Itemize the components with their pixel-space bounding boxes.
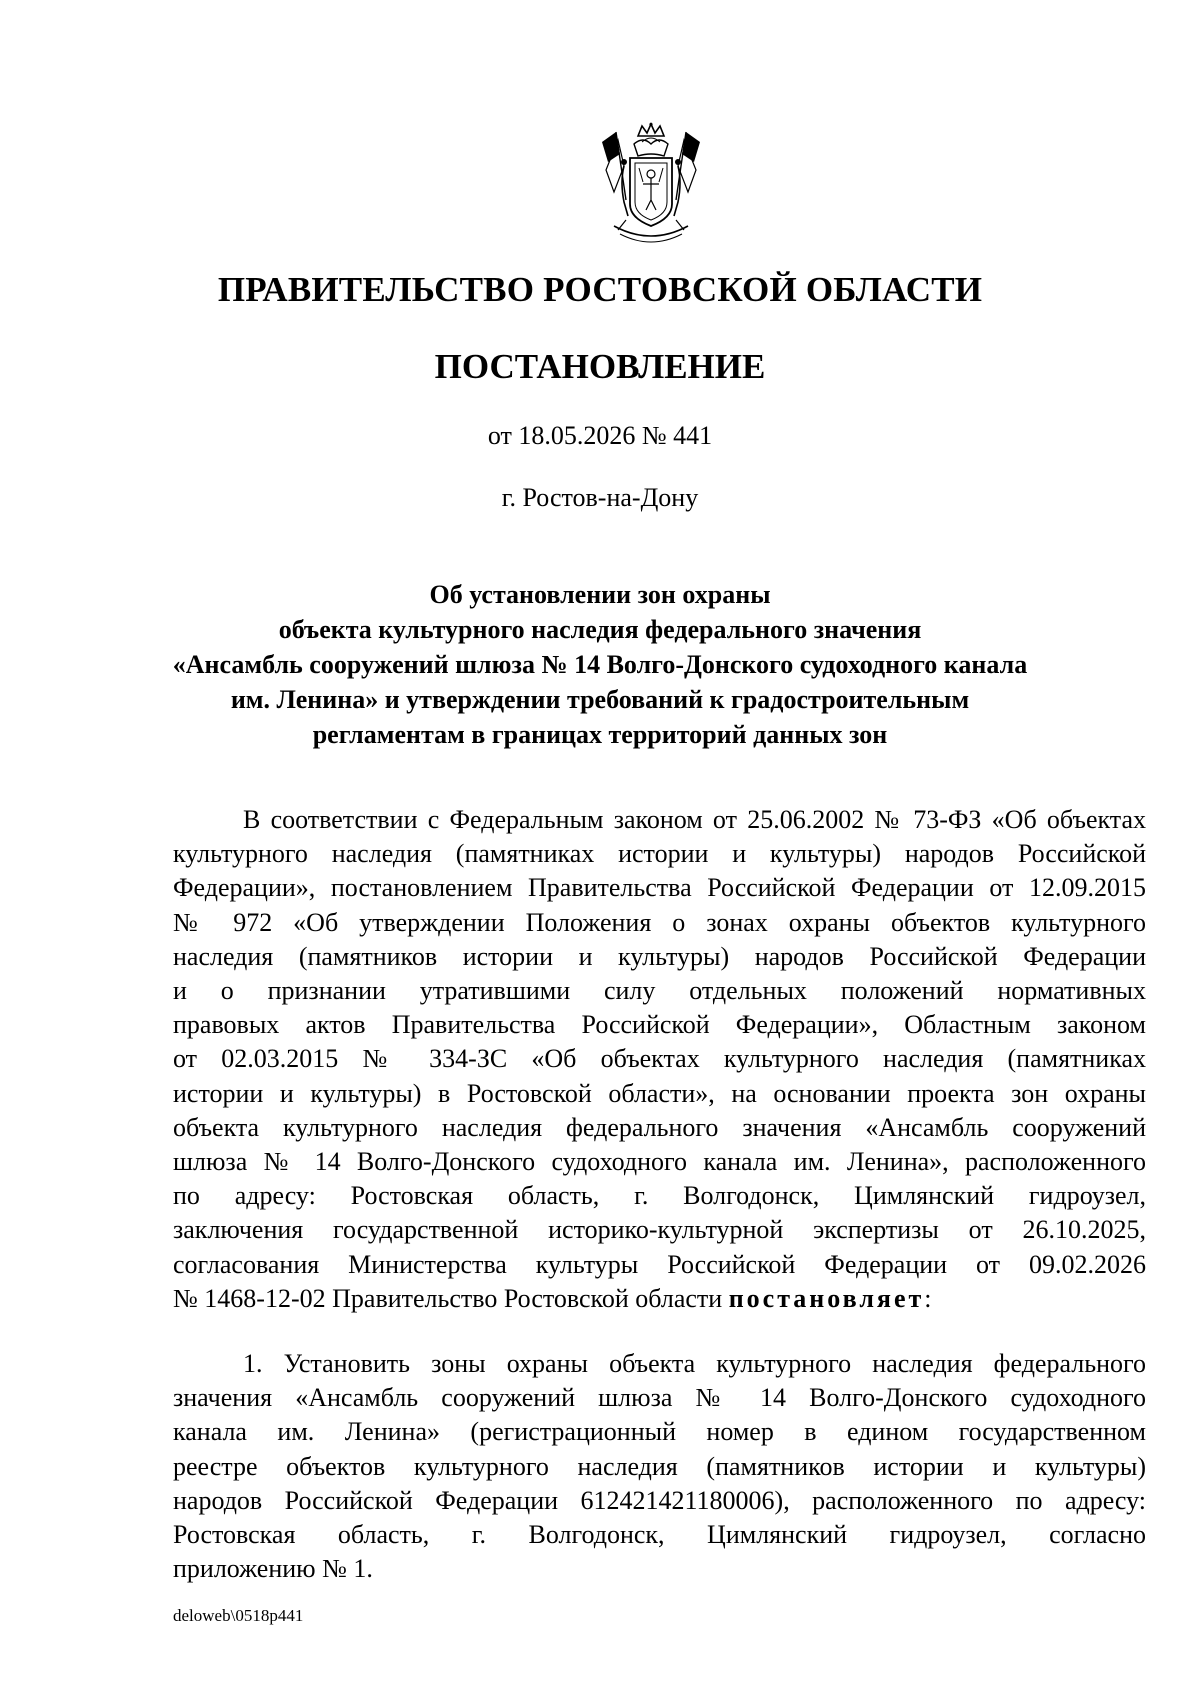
rostov-region-coat-of-arms-icon — [596, 122, 706, 248]
resolution-line — [173, 1282, 1146, 1316]
resolves-keyword: постановляет — [728, 1283, 925, 1313]
text-line: правовых актов Правительства Российской Федерации», Областным законом — [173, 1010, 1146, 1040]
preamble-paragraph — [173, 803, 1146, 1316]
document-date-number: от 18.05.2026 № 441 — [487, 421, 713, 450]
resolution-line-suffix: : — [924, 1283, 932, 1313]
subject-line: объекта культурного наследия федерального значения — [278, 615, 922, 644]
text-line: и о признании утратившими силу отдельных положений нормативных — [173, 976, 1146, 1006]
subject-line: им. Ленина» и утверждении требований к градостроительным — [230, 685, 970, 714]
text-line: наследия (памятников истории и культуры) народов Российской Федерации — [173, 941, 1146, 971]
text-line: заключения государственной историко-культурной экспертизы от 26.10.2025, — [173, 1215, 1146, 1245]
text-line: канала им. Ленина» (регистрационный номер в едином государственном — [173, 1417, 1146, 1447]
text-line: Ростовская область, г. Волгодонск, Цимлянский гидроузел, согласно — [173, 1520, 1146, 1550]
text-line: культурного наследия (памятниках истории и культуры) народов Российской — [173, 839, 1146, 869]
text-line: народов Российской Федерации 612421421180006), расположенного по адресу: — [173, 1485, 1146, 1515]
text-line: согласования Министерства культуры Российской Федерации от 09.02.2026 — [173, 1249, 1146, 1279]
text-line: от 02.03.2015 № 334-ЗС «Об объектах культурного наследия (памятниках — [173, 1044, 1146, 1074]
text-line: объекта культурного наследия федерального значения «Ансамбль сооружений — [173, 1112, 1146, 1142]
text-line: значения «Ансамбль сооружений шлюза № 14 Волго-Донского судоходного — [173, 1383, 1146, 1413]
text-line: В соответствии с Федеральным законом от 25.06.2002 № 73-ФЗ «Об объектах — [243, 805, 1146, 834]
text-line: шлюза № 14 Волго-Донского судоходного канала им. Ленина», расположенного — [173, 1147, 1146, 1177]
government-title: ПРАВИТЕЛЬСТВО РОСТОВСКОЙ ОБЛАСТИ — [217, 270, 983, 309]
subject-line: «Ансамбль сооружений шлюза № 14 Волго-Донского судоходного канала — [172, 650, 1028, 679]
text-line: Федерации», постановлением Правительства Российской Федерации от 12.09.2015 — [173, 873, 1146, 903]
text-line: приложению № 1. — [173, 1554, 373, 1584]
text-line: реестре объектов культурного наследия (памятников истории и культуры) — [173, 1451, 1146, 1481]
clause-1-paragraph — [173, 1347, 1146, 1586]
document-place: г. Ростов-на-Дону — [501, 483, 699, 512]
text-line: по адресу: Ростовская область, г. Волгодонск, Цимлянский гидроузел, — [173, 1181, 1146, 1211]
text-line: 1. Установить зоны охраны объекта культурного наследия федерального — [243, 1349, 1146, 1378]
document-code: deloweb\0518p441 — [173, 1606, 304, 1625]
document-subject — [150, 577, 1050, 752]
text-line: № 972 «Об утверждении Положения о зонах охраны объектов культурного — [173, 907, 1146, 937]
text-line: истории и культуры) в Ростовской области», на основании проекта зон охраны — [173, 1078, 1146, 1108]
document-type: ПОСТАНОВЛЕНИЕ — [434, 347, 766, 386]
resolution-line-prefix: № 1468-12-02 Правительство Ростовской области — [173, 1283, 729, 1313]
subject-line: Об установлении зон охраны — [429, 580, 771, 609]
subject-line: регламентам в границах территорий данных зон — [312, 720, 888, 749]
